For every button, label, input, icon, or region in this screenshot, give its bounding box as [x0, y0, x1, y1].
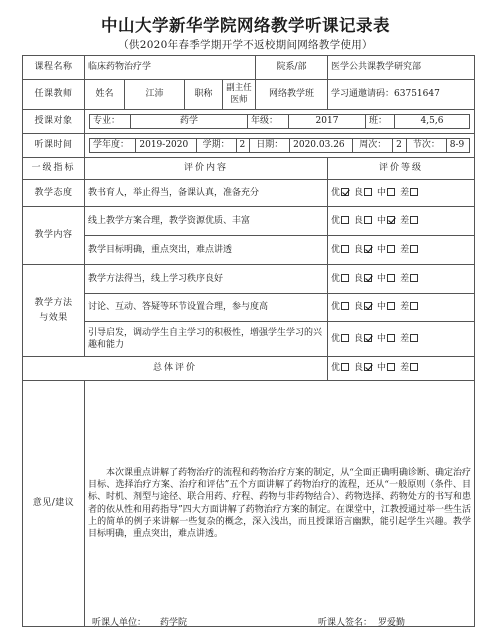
dept-value: 医学公共课教学研究部: [328, 56, 475, 80]
class-label: 网络教学班: [256, 80, 328, 110]
footer-unit-value: 药学院: [160, 618, 188, 628]
checkbox-checked-icon[interactable]: [364, 334, 372, 342]
dept-label: 院系/部: [256, 56, 328, 80]
grade-label: 年级：: [248, 115, 289, 128]
course-label: 课程名称: [23, 56, 85, 80]
checkbox-unchecked-icon[interactable]: [410, 245, 418, 253]
checkbox-checked-icon[interactable]: [341, 188, 349, 196]
grade-option-label: 差: [400, 302, 410, 313]
header-level: 评价等级: [328, 158, 475, 180]
rank-label: 职称: [185, 80, 223, 110]
term-value: 2: [236, 139, 250, 152]
period-value: 8-9: [446, 139, 469, 152]
grade-options[interactable]: [328, 207, 475, 236]
checkbox-unchecked-icon[interactable]: [410, 334, 418, 342]
grade-option-label: 差: [400, 273, 410, 284]
grade-option-label: 良: [354, 273, 364, 284]
grade-option-label: 差: [400, 215, 410, 226]
grade-option-label: 中: [377, 273, 387, 284]
category-attitude: 教学态度: [23, 180, 85, 207]
grade-option-label: 中: [377, 333, 387, 344]
footer-unit-label: 听课人单位：: [92, 618, 147, 628]
checkbox-unchecked-icon[interactable]: [341, 216, 349, 224]
grade-option-label: 差: [400, 244, 410, 255]
grade-options[interactable]: [328, 294, 475, 322]
category-content: 教学内容: [23, 207, 85, 265]
grade-option-label: 中: [377, 215, 387, 226]
checkbox-unchecked-icon[interactable]: [410, 274, 418, 282]
checkbox-checked-icon[interactable]: [364, 245, 372, 253]
header-indicator: 一级指标: [23, 158, 85, 180]
criterion-text: 引导启发，调动学生自主学习的积极性，增强学生学习的兴趣和能力: [85, 322, 328, 357]
grade-options[interactable]: [328, 322, 475, 357]
criterion-text: 线上教学方案合理，教学资源优质、丰富: [85, 207, 328, 236]
checkbox-checked-icon[interactable]: [364, 363, 372, 371]
footer-sign-value: 罗爱勤: [378, 618, 406, 628]
grade-option-label: 中: [377, 302, 387, 313]
name-label: 姓名: [85, 80, 125, 110]
criterion-text: 讨论、互动、答疑等环节设置合理，参与度高: [85, 294, 328, 322]
period-label: 节次：: [406, 139, 446, 152]
grade-option-label: 良: [354, 363, 364, 374]
grade-options[interactable]: [328, 357, 475, 381]
banci-value: 4,5,6: [395, 115, 470, 128]
grade-option-label: 优: [331, 244, 341, 255]
checkbox-checked-icon[interactable]: [364, 274, 372, 282]
checkbox-unchecked-icon[interactable]: [387, 334, 395, 342]
header-content: 评价内容: [85, 158, 328, 180]
grade-option-label: 优: [331, 215, 341, 226]
grade-options[interactable]: [328, 236, 475, 265]
checkbox-unchecked-icon[interactable]: [364, 188, 372, 196]
grade-option-label: 良: [354, 215, 364, 226]
grade-option-label: 优: [331, 363, 341, 374]
grade-option-label: 中: [377, 363, 387, 374]
grade-option-label: 优: [331, 187, 341, 198]
year-label: 学年度：: [90, 139, 136, 152]
page-title: 中山大学新华学院网络教学听课记录表: [101, 16, 390, 35]
banci-label: 班：: [366, 115, 395, 128]
date-value: 2020.03.26: [290, 139, 353, 152]
criterion-text: 教学方法得当，线上学习秩序良好: [85, 265, 328, 294]
checkbox-unchecked-icon[interactable]: [410, 302, 418, 310]
rank-value: 副主任医师: [223, 80, 256, 110]
grade-value: 2017: [289, 115, 366, 128]
target-info: [89, 114, 470, 128]
overall-label: 总体评价: [23, 357, 328, 381]
checkbox-unchecked-icon[interactable]: [410, 188, 418, 196]
evaluation-form: [22, 55, 475, 627]
category-method: 教学方法与效果: [23, 265, 85, 357]
grade-option-label: 差: [400, 363, 410, 374]
grade-option-label: 优: [331, 333, 341, 344]
time-label: 听课时间: [23, 134, 85, 158]
grade-options[interactable]: [328, 180, 475, 207]
checkbox-unchecked-icon[interactable]: [387, 302, 395, 310]
checkbox-unchecked-icon[interactable]: [387, 274, 395, 282]
checkbox-unchecked-icon[interactable]: [341, 274, 349, 282]
checkbox-unchecked-icon[interactable]: [341, 245, 349, 253]
page-subtitle: （供2020年春季学期开学不返校期间网络教学使用）: [118, 39, 373, 51]
teacher-label: 任课教师: [23, 80, 85, 110]
opinion-text: 本次课重点讲解了药物治疗的流程和药物治疗方案的制定，从“全面正确明确诊断、确定治疗目标、选择治疗方案、治疗和评估”五个方面讲解了药物治疗的流程，还从“一般原则（条件、目标、时机、剂型与途径、联合用药、疗程、药物与非药物结合）、药物选择、药物处方的书写和患者的依从性和用药指导”四大方面讲解了药物治疗方案的制定。在课堂中，江教授通过举一些生活上的简单的例子来讲解一些复杂的概念，深入浅出，而且授课语言幽默，能引起学生兴趣。教学目标明确，重点突出，难点讲透。: [85, 381, 475, 627]
opinion-label: 意见/建议: [23, 381, 85, 627]
footer-sign-label: 听课人签名：: [318, 618, 373, 628]
week-label: 周次：: [353, 139, 393, 152]
grade-option-label: 中: [377, 187, 387, 198]
criterion-text: 教学目标明确，重点突出，难点讲透: [85, 236, 328, 265]
checkbox-unchecked-icon[interactable]: [341, 334, 349, 342]
grade-option-label: 差: [400, 187, 410, 198]
checkbox-unchecked-icon[interactable]: [410, 216, 418, 224]
checkbox-unchecked-icon[interactable]: [341, 302, 349, 310]
grade-option-label: 良: [354, 244, 364, 255]
major-value: 药学: [131, 115, 248, 128]
grade-options[interactable]: [328, 265, 475, 294]
checkbox-unchecked-icon[interactable]: [364, 216, 372, 224]
checkbox-unchecked-icon[interactable]: [387, 363, 395, 371]
term-label: 学期：: [196, 139, 236, 152]
class-value: 学习通邀请码：63751647: [328, 80, 475, 110]
footer-sign: [318, 615, 405, 628]
checkbox-unchecked-icon[interactable]: [387, 245, 395, 253]
checkbox-unchecked-icon[interactable]: [341, 363, 349, 371]
checkbox-checked-icon[interactable]: [387, 216, 395, 224]
checkbox-unchecked-icon[interactable]: [410, 363, 418, 371]
target-label: 授课对象: [23, 110, 85, 134]
major-label: 专业：: [90, 115, 131, 128]
time-info: [89, 138, 470, 152]
checkbox-checked-icon[interactable]: [364, 302, 372, 310]
course-name: 临床药物治疗学: [85, 56, 256, 80]
year-value: 2019-2020: [136, 139, 196, 152]
grade-option-label: 差: [400, 333, 410, 344]
footer-unit: [92, 615, 187, 628]
grade-option-label: 良: [354, 333, 364, 344]
week-value: 2: [393, 139, 407, 152]
grade-option-label: 中: [377, 244, 387, 255]
grade-option-label: 良: [354, 187, 364, 198]
grade-option-label: 良: [354, 302, 364, 313]
grade-option-label: 优: [331, 273, 341, 284]
name-value: 江沛: [125, 80, 185, 110]
grade-option-label: 优: [331, 302, 341, 313]
date-label: 日期：: [250, 139, 290, 152]
criterion-text: 教书育人，举止得当，备课认真，准备充分: [85, 180, 328, 207]
checkbox-unchecked-icon[interactable]: [387, 188, 395, 196]
